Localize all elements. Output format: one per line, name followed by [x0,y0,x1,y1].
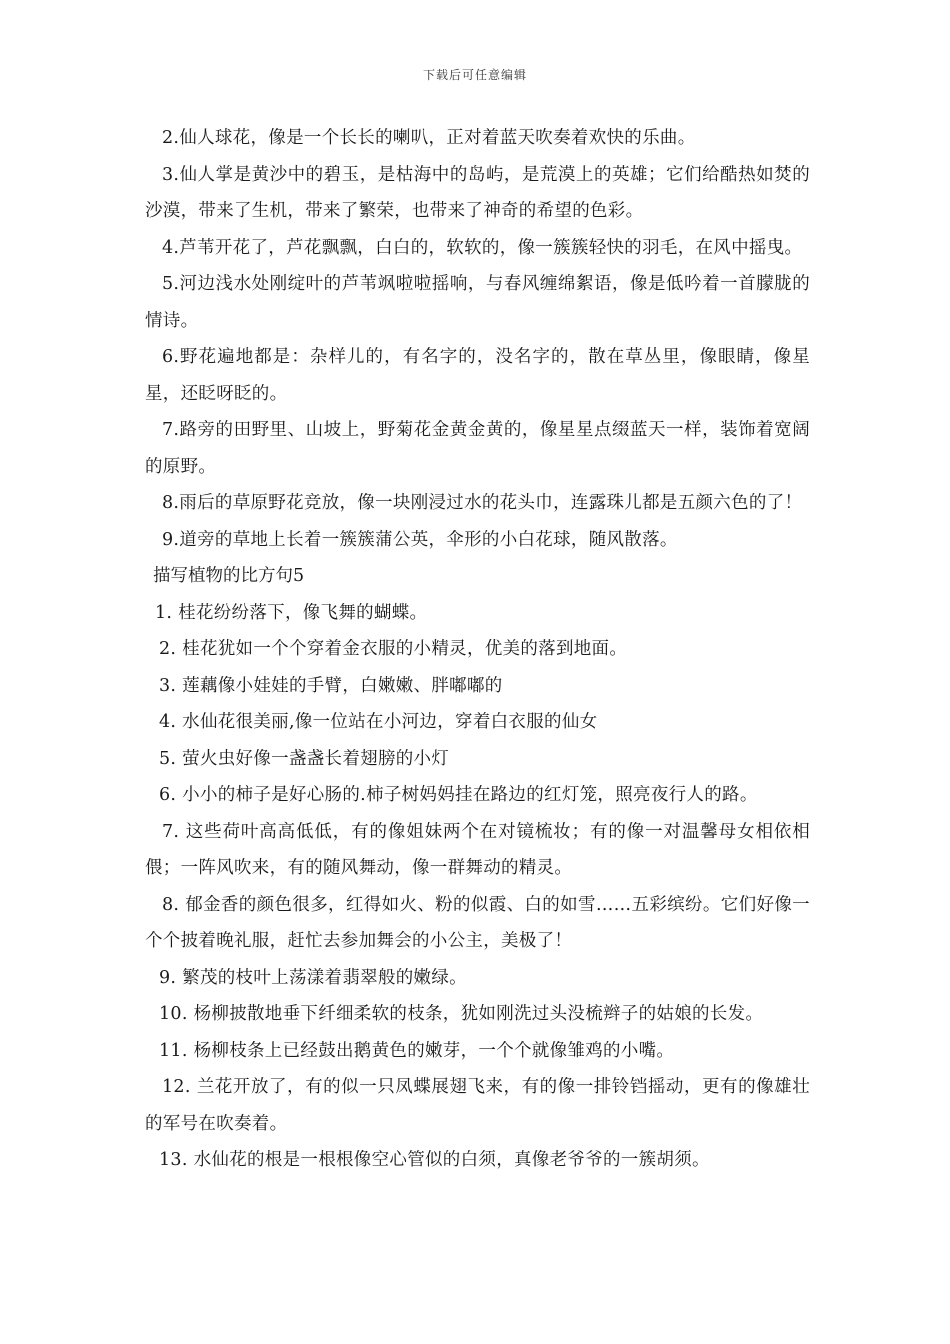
section-heading: 描写植物的比方句5 [153,566,305,586]
document-body [145,120,810,1179]
list-item: 11. 杨柳枝条上已经鼓出鹅黄色的嫩芽，一个个就像雏鸡的小嘴。 [159,1040,675,1061]
paragraph: 3.仙人掌是黄沙中的碧玉，是枯海中的岛屿，是荒漠上的英雄；它们给酷热如焚的沙漠，带来了生机，带来了繁荣，也带来了神奇的希望的色彩。 [145,164,810,221]
list-item: 3. 莲藕像小娃娃的手臂，白嫩嫩、胖嘟嘟的 [159,675,503,696]
list-item: 7. 这些荷叶高高低低，有的像姐妹两个在对镜梳妆；有的像一对温馨母女相依相偎；一阵风吹来，有的随风舞动，像一群舞动的精灵。 [145,821,810,878]
paragraph: 7.路旁的田野里、山坡上，野菊花金黄金黄的，像星星点缀蓝天一样，装饰着宽阔的原野。 [145,420,810,477]
list-item: 5. 萤火虫好像一盏盏长着翅膀的小灯 [159,748,450,769]
paragraph: 4.芦苇开花了，芦花飘飘，白白的，软软的，像一簇簇轻快的羽毛，在风中摇曳。 [162,237,803,258]
page-header: 下载后可任意编辑 [422,68,527,82]
list-item: 6. 小小的柿子是好心肠的.柿子树妈妈挂在路边的红灯笼，照亮夜行人的路。 [159,785,758,805]
paragraph: 5.河边浅水处刚绽叶的芦苇飒啦啦摇响，与春风缠绵絮语，像是低吟着一首朦胧的情诗。 [145,274,810,331]
list-item: 12. 兰花开放了，有的似一只凤蝶展翅飞来，有的像一排铃铛摇动，更有的像雄壮的军号在吹奏着。 [145,1077,810,1134]
paragraph: 8.雨后的草原野花竞放，像一块刚浸过水的花头巾，连露珠儿都是五颜六色的了！ [162,493,803,513]
paragraph: 6.野花遍地都是：杂样儿的，有名字的，没名字的，散在草丛里，像眼睛，像星星，还眨呀眨的。 [145,347,810,404]
list-item: 2. 桂花犹如一个个穿着金衣服的小精灵，优美的落到地面。 [159,639,628,659]
list-item: 13. 水仙花的根是一根根像空心管似的白须，真像老爷爷的一簇胡须。 [159,1150,710,1170]
list-item: 9. 繁茂的枝叶上荡漾着翡翠般的嫩绿。 [159,967,467,988]
list-item: 4. 水仙花很美丽,像一位站在小河边，穿着白衣服的仙女 [159,712,598,732]
paragraph: 2.仙人球花，像是一个长长的喇叭，正对着蓝天吹奏着欢快的乐曲。 [162,128,696,148]
list-item: 8. 郁金香的颜色很多，红得如火、粉的似霞、白的如雪……五彩缤纷。它们好像一个个披着晚礼服，赶忙去参加舞会的小公主，美极了！ [145,894,810,951]
list-item: 1. 桂花纷纷落下，像飞舞的蝴蝶。 [155,602,428,623]
list-item: 10. 杨柳披散地垂下纤细柔软的枝条，犹如刚洗过头没梳辫子的姑娘的长发。 [159,1004,764,1024]
paragraph: 9.道旁的草地上长着一簇簇蒲公英，伞形的小白花球，随风散落。 [162,529,678,550]
